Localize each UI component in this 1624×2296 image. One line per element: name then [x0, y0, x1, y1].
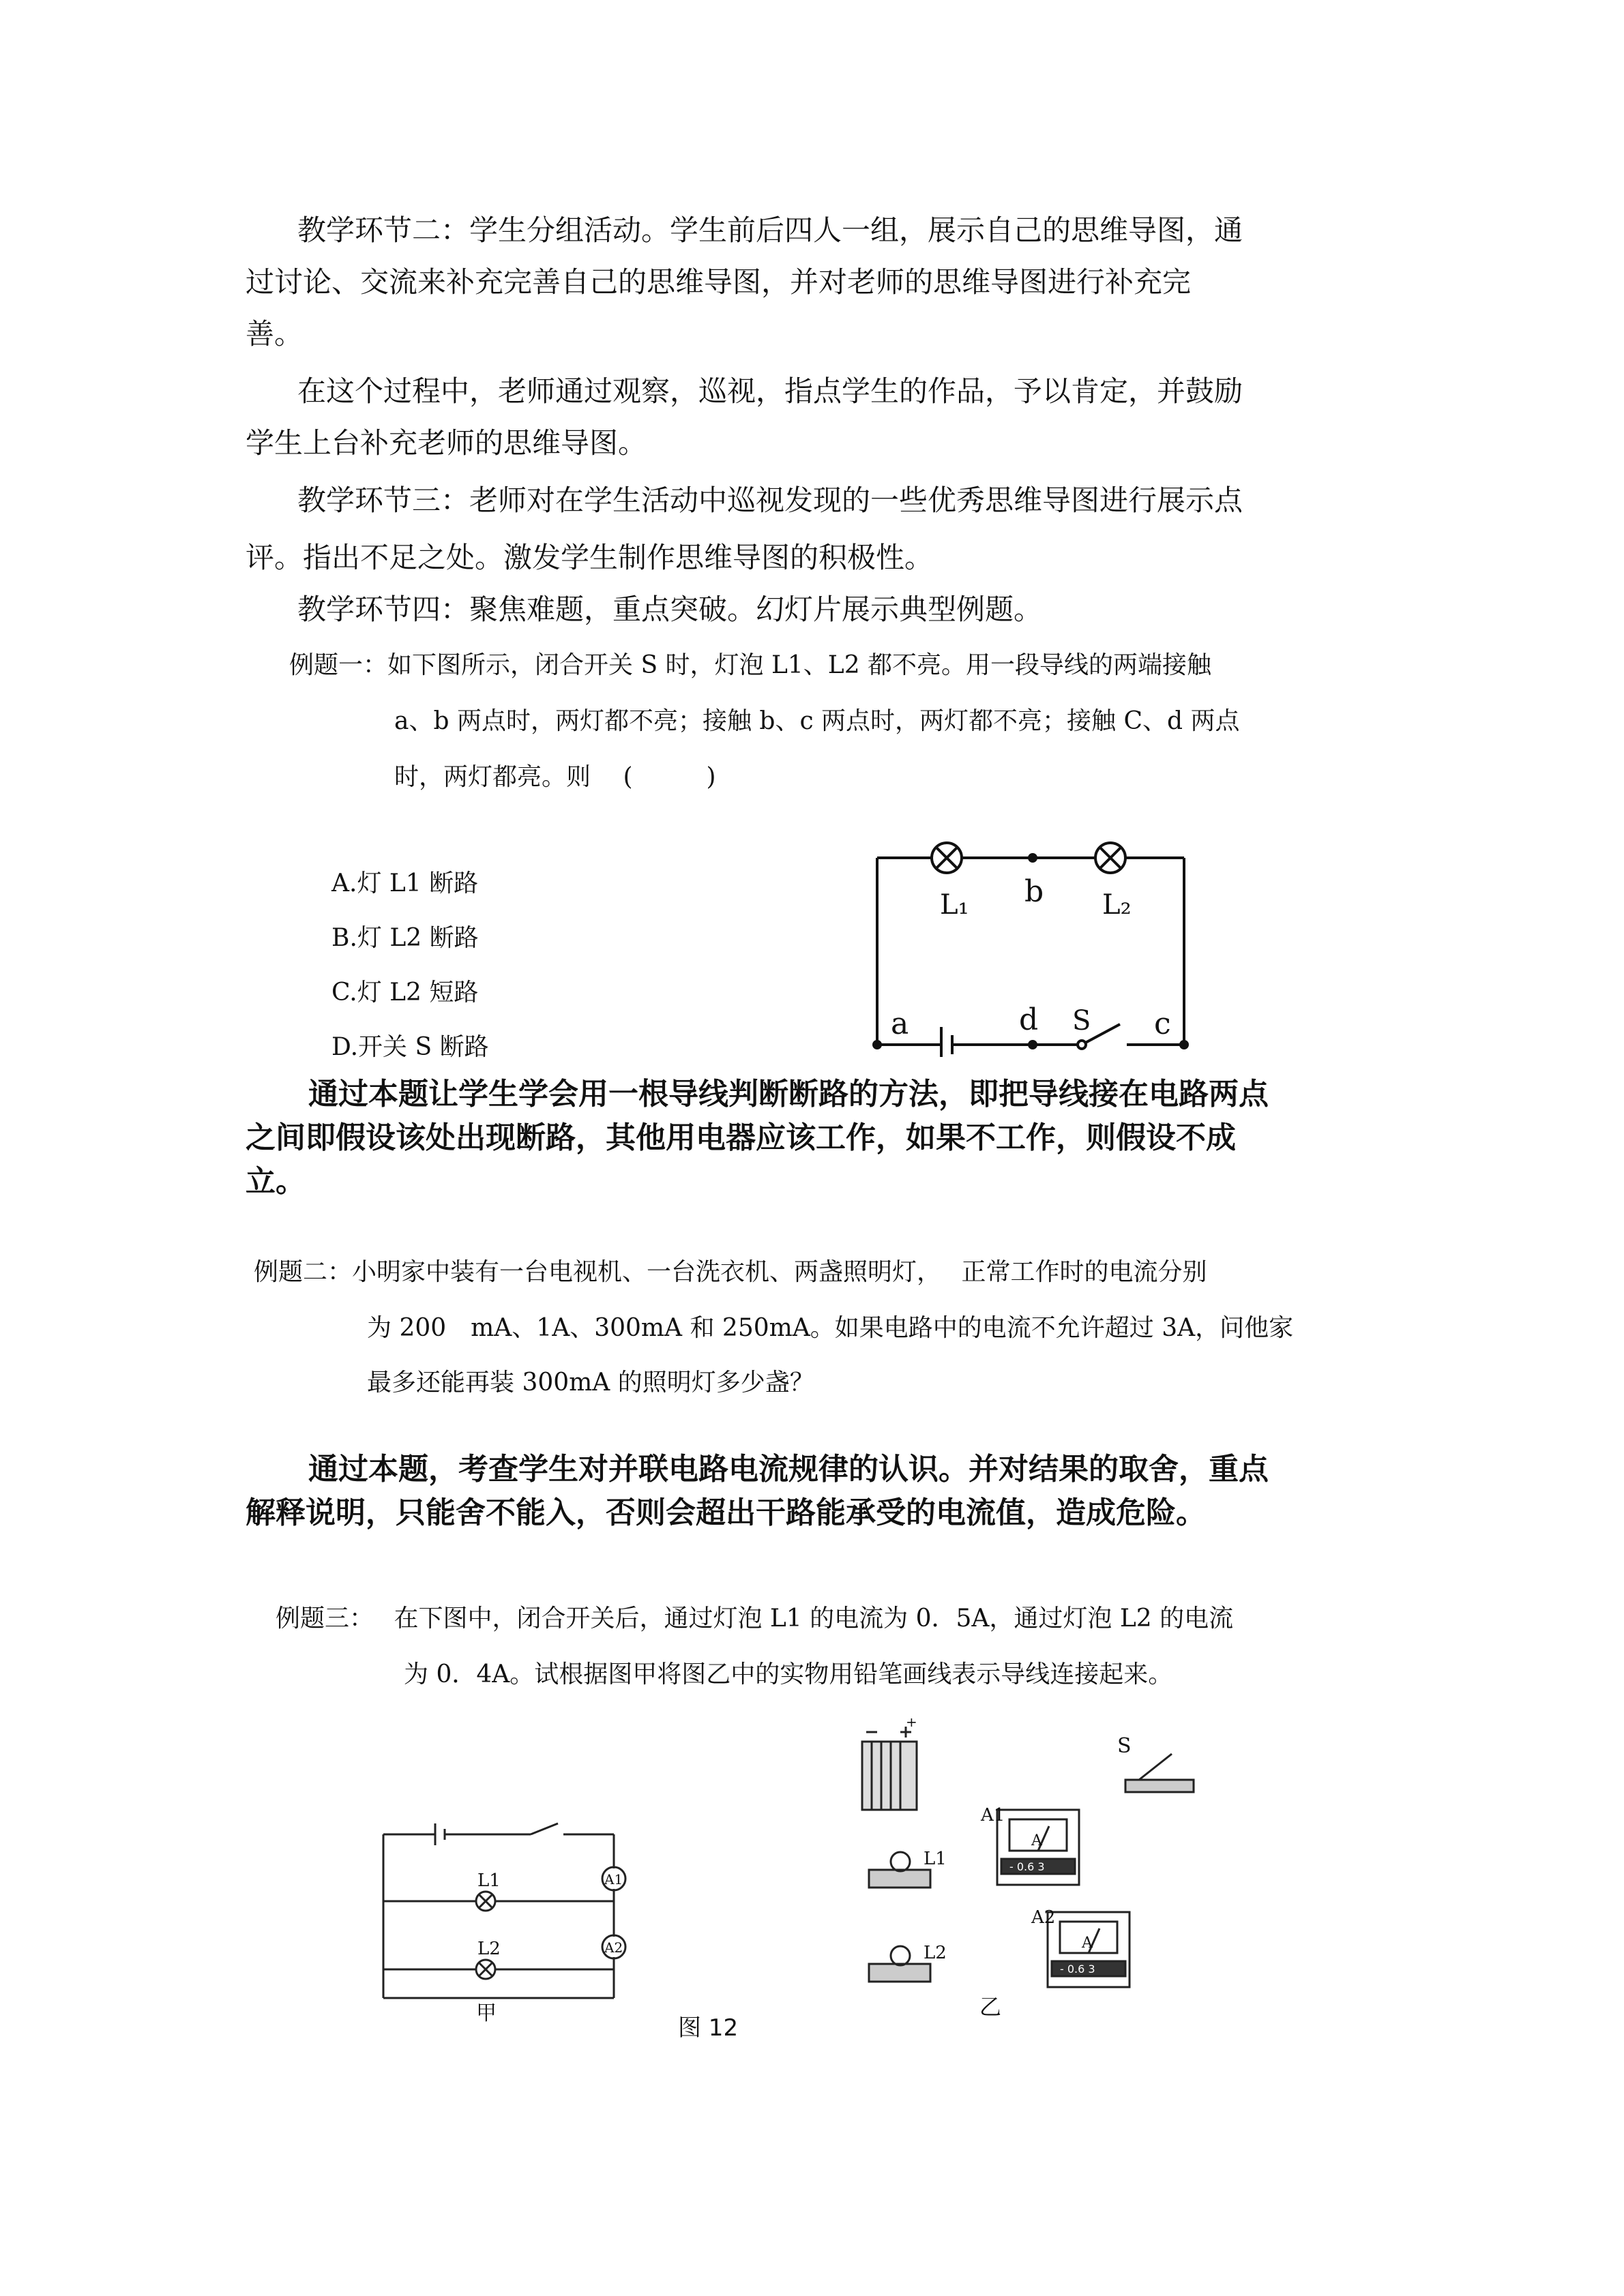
yi-caption: 乙	[979, 1994, 1002, 2018]
label-a: a	[891, 1007, 909, 1041]
yi-battery-plus: +	[906, 1718, 917, 1730]
circuit-diagram-jia	[374, 1800, 660, 2025]
jia-label-a2: A2	[604, 1939, 623, 1956]
option-a: A.灯 L1 断路	[331, 869, 479, 897]
yi-meter-2-scale: - 0.6 3	[1060, 1963, 1095, 1976]
jia-label-l1: L1	[477, 1870, 501, 1891]
jia-label-a1: A1	[604, 1871, 623, 1888]
yi-label-a1: A1	[981, 1805, 1005, 1825]
paragraph-1-line-2: 过讨论、交流来补充完善自己的思维导图，并对老师的思维导图进行补充完	[246, 265, 1192, 299]
comment1-line-3: 立。	[246, 1164, 306, 1199]
example2-line-3: 最多还能再装 300mA 的照明灯多少盏？	[367, 1369, 814, 1397]
components-diagram-yi	[853, 1718, 1207, 2018]
yi-label-l1: L1	[924, 1849, 947, 1869]
yi-meter-1-label: A	[1031, 1832, 1042, 1849]
comment1-line-1: 通过本题让学生学会用一根导线判断断路的方法，即把导线接在电路两点	[308, 1077, 1269, 1112]
yi-meter-1-scale: - 0.6 3	[1009, 1860, 1045, 1873]
example1-line-3: 时，两灯都亮。则 ( )	[394, 763, 716, 791]
example2-line-2: 为 200 mA、1A、300mA 和 250mA。如果电路中的电流不允许超过 3A，问他家	[367, 1314, 1294, 1342]
paragraph-2-line-2: 学生上台补充老师的思维导图。	[246, 426, 647, 460]
yi-label-s: S	[1117, 1734, 1132, 1758]
jia-caption: 甲	[476, 2001, 497, 2025]
figure-caption: 图 12	[678, 2014, 739, 2042]
option-d: D.开关 S 断路	[331, 1033, 489, 1061]
option-c: C.灯 L2 短路	[331, 979, 479, 1007]
example1-line-2: a、b 两点时，两灯都不亮；接触 b、c 两点时，两灯都不亮；接触 C、d 两点	[394, 707, 1240, 735]
comment2-line-1: 通过本题，考查学生对并联电路电流规律的认识。并对结果的取舍，重点	[308, 1452, 1269, 1487]
paragraph-1-line-3: 善。	[246, 317, 304, 351]
label-c: c	[1154, 1007, 1171, 1041]
yi-label-a2: A2	[1031, 1907, 1056, 1928]
example3-line-1: 例题三： 在下图中，闭合开关后，通过灯泡 L1 的电流为 0．5A，通过灯泡 L2 的电流	[276, 1605, 1234, 1632]
example1-line-1: 例题一：如下图所示，闭合开关 S 时，灯泡 L1、L2 都不亮。用一段导线的两端接触	[289, 651, 1212, 679]
comment1-line-2: 之间即假设该处出现断路，其他用电器应该工作，如果不工作，则假设不成	[246, 1120, 1236, 1155]
label-b: b	[1024, 874, 1044, 909]
comment2-line-2: 解释说明，只能舍不能入，否则会超出干路能承受的电流值，造成危险。	[246, 1495, 1206, 1530]
paragraph-3-line-2: 评。指出不足之处。激发学生制作思维导图的积极性。	[246, 541, 934, 574]
label-s: S	[1072, 1005, 1091, 1037]
paragraph-4: 教学环节四：聚焦难题，重点突破。幻灯片展示典型例题。	[297, 593, 1043, 626]
yi-meter-2-label: A	[1082, 1935, 1093, 1952]
label-d: d	[1019, 1002, 1039, 1037]
example2-line-1: 例题二：小明家中装有一台电视机、一台洗衣机、两盏照明灯， 正常工作时的电流分别	[254, 1258, 1207, 1286]
option-b: B.灯 L2 断路	[331, 924, 479, 952]
paragraph-2: 在这个过程中，老师通过观察，巡视，指点学生的作品，予以肯定，并鼓励	[297, 374, 1243, 408]
circuit-diagram-1	[859, 825, 1214, 1057]
label-l2: L₂	[1102, 889, 1132, 921]
yi-label-l2: L2	[924, 1943, 947, 1963]
jia-label-l2: L2	[477, 1939, 501, 1959]
paragraph-3: 教学环节三：老师对在学生活动中巡视发现的一些优秀思维导图进行展示点	[297, 483, 1243, 517]
paragraph-1: 教学环节二：学生分组活动。学生前后四人一组，展示自己的思维导图，通	[297, 213, 1243, 247]
label-l1: L₁	[940, 889, 969, 921]
example3-line-2: 为 0．4A。试根据图甲将图乙中的实物用铅笔画线表示导线连接起来。	[404, 1660, 1173, 1688]
